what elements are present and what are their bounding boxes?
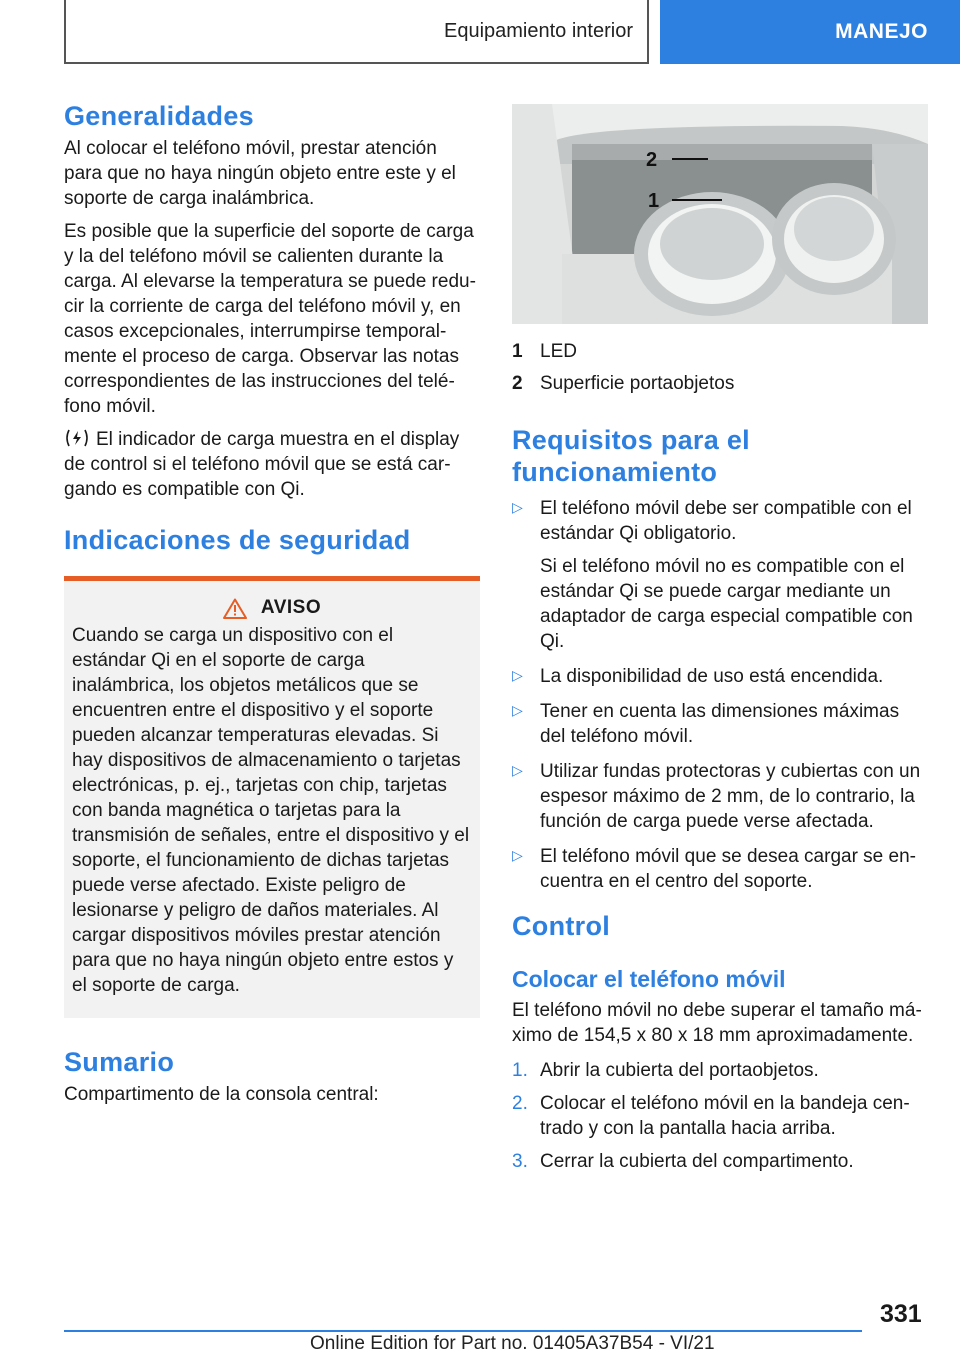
- wireless-charging-icon: [64, 428, 90, 448]
- list-item: [512, 664, 928, 689]
- paragraph: El teléfono móvil no debe superar el tamaño máximo de 154,5 x 80 x 18 mm aproximadamente.: [512, 1000, 922, 1046]
- list-item: [512, 496, 928, 654]
- list-item: [512, 699, 928, 749]
- steps-list: [512, 1058, 928, 1174]
- step-number: 2.: [512, 1093, 528, 1114]
- heading-sumario: Sumario: [64, 1047, 175, 1077]
- subheading-colocar: Colocar el teléfono móvil: [512, 966, 786, 992]
- step-item: [512, 1091, 928, 1141]
- list-item-subtext: Si el teléfono móvil no es compatible con el estándar Qi se puede cargar mediante un adaptador de carga especial compatible con Qi.: [540, 556, 913, 652]
- legend-text: Superficie portaobjetos: [540, 373, 735, 394]
- heading-generalidades: Generalidades: [64, 101, 254, 131]
- warning-triangle-icon: [223, 598, 247, 619]
- warning-text: Cuando se carga un dispositivo con el estándar Qi en el soporte de carga inalámbrica, los objetos metálicos que se encuentren entre el dispositivo y el soporte pueden alcanzar temperaturas elevadas. Si hay dispositivos de almacenamiento o tarjetas electrónicas, p. ej., tarjetas con chip, tarjetas con banda magnética o tarjetas para la transmisión de señales, entre el dispositivo y el soporte, el funcionamiento de dichas tarjetas puede verse afectado. Existe peligro de lesionarse y peligro de daños materiales. Al cargar dispositivos móviles prestar atención para que no haya ningún objeto entre estos y el soporte de carga.: [72, 625, 470, 996]
- page-number: 331: [880, 1300, 922, 1328]
- step-text: Colocar el teléfono móvil en la bandeja centrado y con la pantalla hacia arriba.: [540, 1093, 910, 1139]
- list-item-text: La disponibilidad de uso está encendida.: [540, 666, 884, 687]
- section-title: Equipamiento interior: [444, 19, 633, 42]
- triangle-bullet-icon: ▷: [512, 762, 523, 778]
- console-compartment-photo: [512, 104, 928, 324]
- step-item: [512, 1149, 928, 1174]
- heading-requisitos: Requisitos para el funcionamiento: [512, 425, 750, 487]
- qi-text: El indicador de carga muestra en el display de control si el teléfono móvil que se está cargando es compatible con Qi.: [64, 429, 460, 500]
- list-item-text: Tener en cuenta las dimensiones máximas del teléfono móvil.: [540, 701, 900, 747]
- triangle-bullet-icon: ▷: [512, 847, 523, 863]
- paragraph: Es posible que la superficie del soporte de carga y la del teléfono móvil se calienten durante la carga. Al elevarse la temperatura se puede reducir la corriente de carga del teléfono móvil y, en casos excepcionales, interrumpirse temporalmente el proceso de carga. Observar las notas correspondientes de las instrucciones del teléfono móvil.: [64, 221, 476, 417]
- chapter-tab: [660, 0, 960, 64]
- paragraph-qi: [64, 427, 480, 502]
- step-number: 1.: [512, 1060, 528, 1081]
- heading-control: Control: [512, 911, 611, 941]
- legend-item: [512, 336, 928, 368]
- list-item-text: El teléfono móvil debe ser compatible con el estándar Qi obligatorio.: [540, 498, 912, 544]
- triangle-bullet-icon: ▷: [512, 667, 523, 683]
- warning-header: [72, 597, 472, 619]
- paragraph: Compartimento de la consola central:: [64, 1084, 379, 1105]
- requirements-list: [512, 496, 928, 894]
- step-text: Abrir la cubierta del portaobjetos.: [540, 1060, 819, 1081]
- right-column: [512, 104, 928, 1182]
- legend-item: [512, 368, 928, 400]
- list-item: [512, 759, 928, 834]
- warning-title: AVISO: [260, 597, 322, 618]
- chapter-title: MANEJO: [835, 20, 928, 43]
- figure-label-1: 1: [648, 190, 660, 212]
- list-item-text: El teléfono móvil que se desea cargar se encuentra en el centro del soporte.: [540, 846, 916, 892]
- triangle-bullet-icon: ▷: [512, 499, 523, 515]
- heading-seguridad: Indicaciones de seguridad: [64, 525, 411, 555]
- list-item: [512, 844, 928, 894]
- triangle-bullet-icon: ▷: [512, 702, 523, 718]
- footer-divider: [64, 1330, 862, 1332]
- step-item: [512, 1058, 928, 1083]
- footer-edition: Online Edition for Part no. 01405A37B54 - VI/21: [310, 1333, 715, 1354]
- left-column: [64, 100, 480, 1115]
- legend-number: 1: [512, 341, 523, 362]
- header-section-title: [64, 0, 649, 64]
- list-item-text: Utilizar fundas protectoras y cubiertas con un espesor máximo de 2 mm, de lo contrario, la función de carga puede verse afectada.: [540, 761, 921, 832]
- figure-label-2: 2: [646, 149, 658, 171]
- step-number: 3.: [512, 1151, 528, 1172]
- legend-number: 2: [512, 373, 523, 394]
- warning-box: [64, 576, 480, 1018]
- legend-text: LED: [540, 341, 577, 362]
- step-text: Cerrar la cubierta del compartimento.: [540, 1151, 854, 1172]
- paragraph: Al colocar el teléfono móvil, prestar atención para que no haya ningún objeto entre este y el soporte de carga inalámbrica.: [64, 138, 456, 209]
